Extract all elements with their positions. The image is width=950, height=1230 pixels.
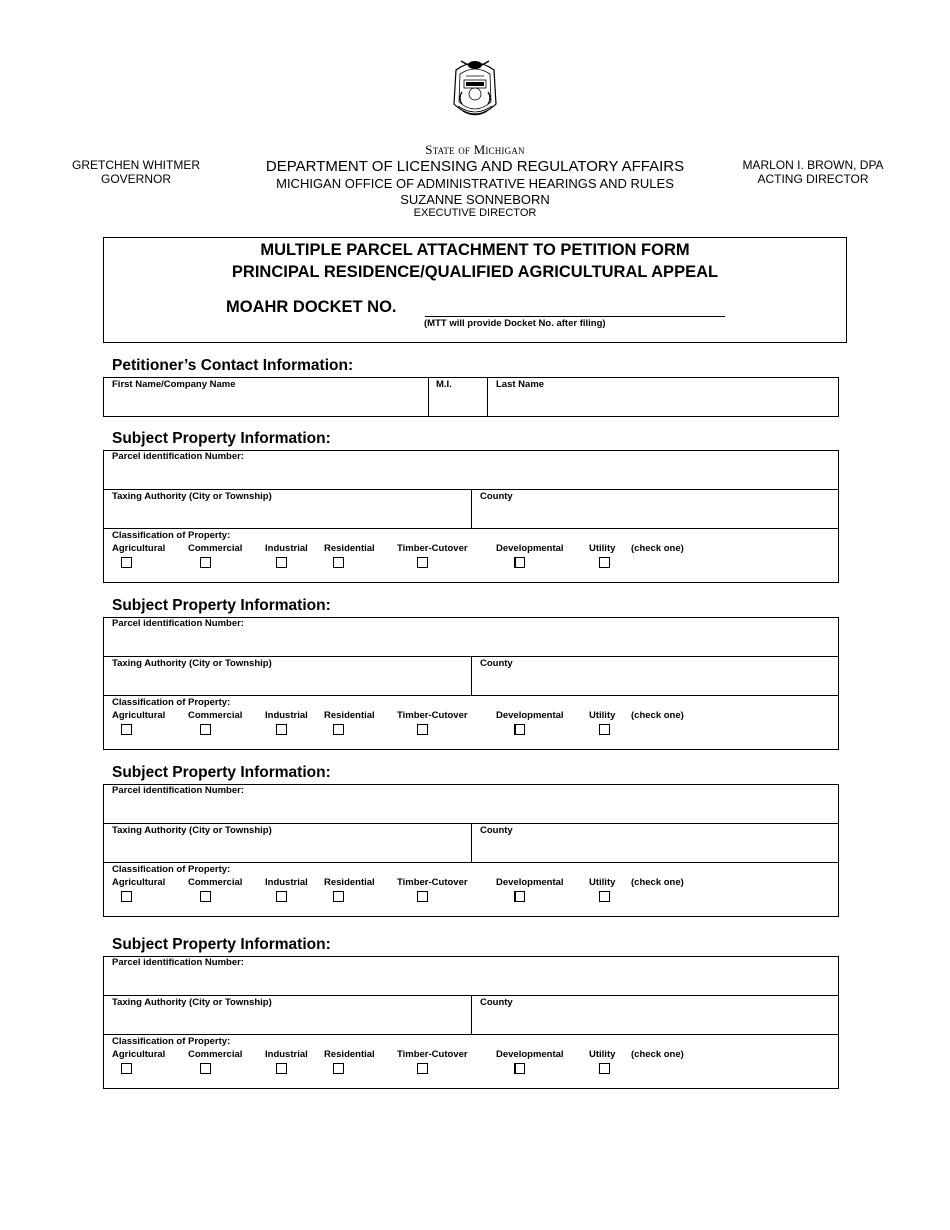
option-label-industrial: Industrial bbox=[265, 710, 308, 721]
check-one-note: (check one) bbox=[631, 1049, 684, 1060]
option-label-timber-cutover: Timber-Cutover bbox=[397, 710, 468, 721]
property-heading-1: Subject Property Information: bbox=[112, 430, 331, 447]
checkbox-developmental[interactable] bbox=[514, 557, 525, 568]
option-label-commercial: Commercial bbox=[188, 710, 243, 721]
option-label-residential: Residential bbox=[324, 877, 375, 888]
checkbox-developmental[interactable] bbox=[514, 891, 525, 902]
governor-name: GRETCHEN WHITMER bbox=[72, 158, 200, 172]
acting-director-name: MARLON I. BROWN, DPA bbox=[742, 158, 884, 172]
checkbox-timber-cutover[interactable] bbox=[417, 1063, 428, 1074]
petitioner-table bbox=[103, 377, 839, 417]
taxing-authority-field[interactable] bbox=[106, 838, 468, 860]
county-label: County bbox=[480, 491, 513, 502]
option-label-developmental: Developmental bbox=[496, 710, 564, 721]
first-name-field[interactable] bbox=[106, 392, 426, 414]
office-name: MICHIGAN OFFICE OF ADMINISTRATIVE HEARINGS AND RULES bbox=[276, 176, 674, 191]
county-label: County bbox=[480, 825, 513, 836]
option-label-residential: Residential bbox=[324, 543, 375, 554]
option-label-utility: Utility bbox=[589, 877, 616, 888]
mi-label: M.I. bbox=[436, 379, 452, 390]
option-label-timber-cutover: Timber-Cutover bbox=[397, 543, 468, 554]
checkbox-timber-cutover[interactable] bbox=[417, 557, 428, 568]
checkbox-residential[interactable] bbox=[333, 1063, 344, 1074]
parcel-id-label: Parcel identification Number: bbox=[112, 957, 244, 968]
form-title-line1: MULTIPLE PARCEL ATTACHMENT TO PETITION FORM bbox=[260, 241, 690, 259]
county-field[interactable] bbox=[474, 671, 834, 693]
docket-number-note: (MTT will provide Docket No. after filing) bbox=[424, 318, 606, 329]
michigan-state-seal bbox=[446, 56, 504, 124]
petitioner-heading: Petitioner’s Contact Information: bbox=[112, 357, 354, 374]
option-label-developmental: Developmental bbox=[496, 877, 564, 888]
option-label-timber-cutover: Timber-Cutover bbox=[397, 877, 468, 888]
property-table-4 bbox=[103, 956, 839, 1089]
option-label-utility: Utility bbox=[589, 543, 616, 554]
first-name-label: First Name/Company Name bbox=[112, 379, 236, 390]
checkbox-utility[interactable] bbox=[599, 1063, 610, 1074]
checkbox-agricultural[interactable] bbox=[121, 557, 132, 568]
governor-title: GOVERNOR bbox=[100, 172, 171, 186]
option-label-industrial: Industrial bbox=[265, 1049, 308, 1060]
option-label-commercial: Commercial bbox=[188, 543, 243, 554]
last-name-field[interactable] bbox=[490, 392, 834, 414]
property-heading-3: Subject Property Information: bbox=[112, 764, 331, 781]
director-title: EXECUTIVE DIRECTOR bbox=[413, 207, 537, 219]
county-field[interactable] bbox=[474, 504, 834, 526]
checkbox-agricultural[interactable] bbox=[121, 891, 132, 902]
option-label-industrial: Industrial bbox=[265, 877, 308, 888]
taxing-authority-label: Taxing Authority (City or Township) bbox=[112, 825, 272, 836]
option-label-developmental: Developmental bbox=[496, 1049, 564, 1060]
parcel-id-label: Parcel identification Number: bbox=[112, 451, 244, 462]
checkbox-developmental[interactable] bbox=[514, 1063, 525, 1074]
docket-number-field[interactable] bbox=[425, 316, 725, 317]
check-one-note: (check one) bbox=[631, 543, 684, 554]
county-field[interactable] bbox=[474, 1010, 834, 1032]
county-field[interactable] bbox=[474, 838, 834, 860]
option-label-commercial: Commercial bbox=[188, 1049, 243, 1060]
check-one-note: (check one) bbox=[631, 710, 684, 721]
form-title-line2: PRINCIPAL RESIDENCE/QUALIFIED AGRICULTURAL APPEAL bbox=[231, 263, 719, 281]
checkbox-agricultural[interactable] bbox=[121, 1063, 132, 1074]
checkbox-timber-cutover[interactable] bbox=[417, 724, 428, 735]
checkbox-residential[interactable] bbox=[333, 557, 344, 568]
acting-director-block bbox=[728, 158, 898, 186]
property-table-2 bbox=[103, 617, 839, 750]
option-label-residential: Residential bbox=[324, 1049, 375, 1060]
mi-field[interactable] bbox=[431, 392, 485, 414]
check-one-note: (check one) bbox=[631, 877, 684, 888]
option-label-developmental: Developmental bbox=[496, 543, 564, 554]
governor-block bbox=[50, 158, 222, 186]
option-label-agricultural: Agricultural bbox=[112, 1049, 166, 1060]
docket-number-label: MOAHR DOCKET NO. bbox=[226, 298, 397, 316]
checkbox-utility[interactable] bbox=[599, 724, 610, 735]
last-name-label: Last Name bbox=[496, 379, 545, 390]
checkbox-utility[interactable] bbox=[599, 557, 610, 568]
option-label-timber-cutover: Timber-Cutover bbox=[397, 1049, 468, 1060]
department-name: DEPARTMENT OF LICENSING AND REGULATORY AFFAIRS bbox=[265, 158, 685, 175]
classification-label: Classification of Property: bbox=[112, 697, 231, 708]
checkbox-utility[interactable] bbox=[599, 891, 610, 902]
parcel-id-field[interactable] bbox=[106, 798, 834, 820]
checkbox-residential[interactable] bbox=[333, 724, 344, 735]
property-table-1 bbox=[103, 450, 839, 583]
checkbox-industrial[interactable] bbox=[276, 724, 287, 735]
checkbox-commercial[interactable] bbox=[200, 1063, 211, 1074]
county-label: County bbox=[480, 658, 513, 669]
classification-label: Classification of Property: bbox=[112, 1036, 231, 1047]
director-name: SUZANNE SONNEBORN bbox=[400, 192, 550, 207]
taxing-authority-label: Taxing Authority (City or Township) bbox=[112, 491, 272, 502]
option-label-residential: Residential bbox=[324, 710, 375, 721]
classification-label: Classification of Property: bbox=[112, 530, 231, 541]
property-heading-4: Subject Property Information: bbox=[112, 936, 331, 953]
taxing-authority-field[interactable] bbox=[106, 671, 468, 693]
option-label-agricultural: Agricultural bbox=[112, 543, 166, 554]
checkbox-timber-cutover[interactable] bbox=[417, 891, 428, 902]
checkbox-residential[interactable] bbox=[333, 891, 344, 902]
checkbox-industrial[interactable] bbox=[276, 891, 287, 902]
taxing-authority-field[interactable] bbox=[106, 504, 468, 526]
checkbox-industrial[interactable] bbox=[276, 1063, 287, 1074]
option-label-utility: Utility bbox=[589, 710, 616, 721]
taxing-authority-field[interactable] bbox=[106, 1010, 468, 1032]
option-label-industrial: Industrial bbox=[265, 543, 308, 554]
property-table-3 bbox=[103, 784, 839, 917]
checkbox-developmental[interactable] bbox=[514, 724, 525, 735]
acting-director-title: ACTING DIRECTOR bbox=[757, 172, 869, 186]
checkbox-agricultural[interactable] bbox=[121, 724, 132, 735]
state-name: State of Michigan bbox=[425, 142, 525, 157]
option-label-utility: Utility bbox=[589, 1049, 616, 1060]
option-label-agricultural: Agricultural bbox=[112, 877, 166, 888]
checkbox-industrial[interactable] bbox=[276, 557, 287, 568]
form-title-box bbox=[103, 237, 847, 343]
option-label-commercial: Commercial bbox=[188, 877, 243, 888]
property-heading-2: Subject Property Information: bbox=[112, 597, 331, 614]
checkbox-commercial[interactable] bbox=[200, 724, 211, 735]
parcel-id-field[interactable] bbox=[106, 464, 834, 486]
parcel-id-field[interactable] bbox=[106, 631, 834, 653]
taxing-authority-label: Taxing Authority (City or Township) bbox=[112, 997, 272, 1008]
county-label: County bbox=[480, 997, 513, 1008]
option-label-agricultural: Agricultural bbox=[112, 710, 166, 721]
checkbox-commercial[interactable] bbox=[200, 557, 211, 568]
parcel-id-label: Parcel identification Number: bbox=[112, 618, 244, 629]
parcel-id-field[interactable] bbox=[106, 970, 834, 992]
taxing-authority-label: Taxing Authority (City or Township) bbox=[112, 658, 272, 669]
classification-label: Classification of Property: bbox=[112, 864, 231, 875]
parcel-id-label: Parcel identification Number: bbox=[112, 785, 244, 796]
checkbox-commercial[interactable] bbox=[200, 891, 211, 902]
